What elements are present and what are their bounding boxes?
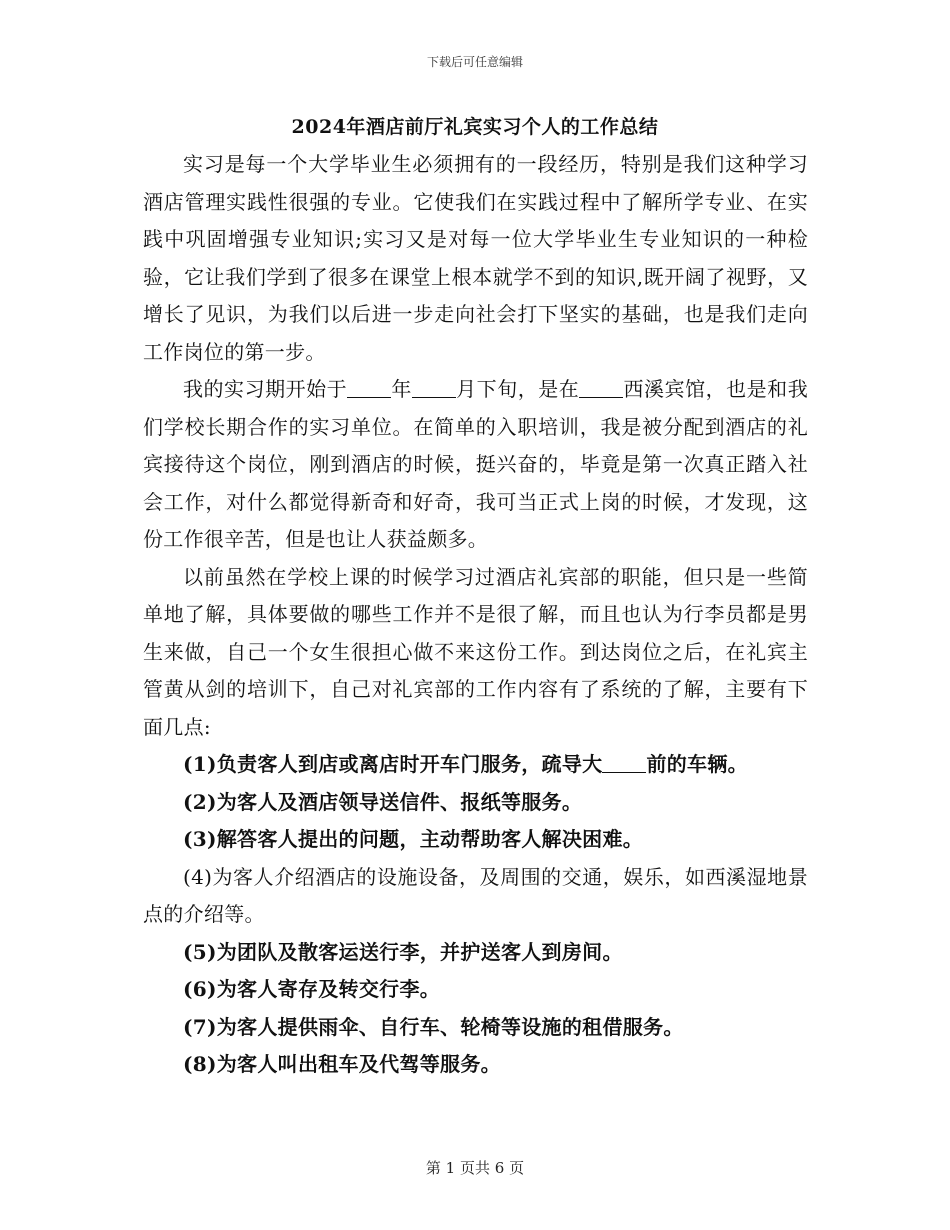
paragraph-text: 月下旬，是在 bbox=[455, 377, 580, 401]
list-item: (7)为客人提供雨伞、自行车、轮椅等设施的租借服务。 bbox=[183, 1014, 684, 1039]
list-item: (4)为客人介绍酒店的设施设备，及周围的交通，娱乐，如西溪湿地景点的介绍等。 bbox=[143, 864, 808, 926]
blank-month bbox=[412, 377, 456, 398]
paragraph-internship-start bbox=[143, 371, 808, 559]
page-number: 第 1 页共 6 页 bbox=[425, 1159, 525, 1177]
list-item: (2)为客人及酒店领导送信件、报纸等服务。 bbox=[183, 789, 583, 814]
list-item-text: 前的车辆。 bbox=[646, 752, 748, 776]
blank-year bbox=[347, 377, 391, 398]
blank-hall bbox=[602, 752, 646, 773]
paragraph-job-understanding: 以前虽然在学校上课的时候学习过酒店礼宾部的职能，但只是一些简单地了解，具体要做的哪些工作并不是很了解，而且也认为行李员都是男生来做，自己一个女生很担心做不来这份工作。到达岗位之后，在礼宾主管黄从剑的培训下，自己对礼宾部的工作内容有了系统的了解，主要有下面几点: bbox=[143, 564, 808, 739]
paragraph-text: 西溪宾馆，也是和我们学校长期合作的实习单位。在简单的入职培训，我是被分配到酒店的礼宾接待这个岗位，刚到酒店的时候，挺兴奋的，毕竟是第一次真正踏入社会工作，对什么都觉得新奇和好奇，我可当正式上岗的时候，才发现，这份工作很辛苦，但是也让人获益颇多。 bbox=[143, 377, 808, 551]
list-item: (3)解答客人提出的问题，主动帮助客人解决困难。 bbox=[183, 827, 644, 851]
list-item-text: (1)负责客人到店或离店时开车门服务，疏导大 bbox=[183, 752, 603, 776]
header-note: 下载后可任意编辑 bbox=[426, 55, 523, 69]
list-item: (5)为团队及散客运送行李，并护送客人到房间。 bbox=[183, 939, 623, 964]
list-item: (6)为客人寄存及转交行李。 bbox=[183, 977, 441, 1001]
list-item bbox=[143, 746, 808, 784]
paragraph-text: 年 bbox=[391, 377, 412, 401]
list-item: (8)为客人叫出租车及代驾等服务。 bbox=[183, 1052, 501, 1076]
paragraph-text: 我的实习期开始于 bbox=[183, 377, 348, 401]
document-body bbox=[143, 146, 808, 1084]
paragraph-intro: 实习是每一个大学毕业生必须拥有的一段经历，特别是我们这种学习酒店管理实践性很强的专业。它使我们在实践过程中了解所学专业、在实践中巩固增强专业知识;实习又是对每一位大学毕业生专业知识的一种检验，它让我们学到了很多在课堂上根本就学不到的知识,既开阔了视野，又增长了见识，为我们以后进一步走向社会打下坚实的基础，也是我们走向工作岗位的第一步。 bbox=[143, 152, 808, 364]
blank-place bbox=[579, 377, 623, 398]
document-title: 2024年酒店前厅礼宾实习个人的工作总结 bbox=[291, 116, 659, 138]
